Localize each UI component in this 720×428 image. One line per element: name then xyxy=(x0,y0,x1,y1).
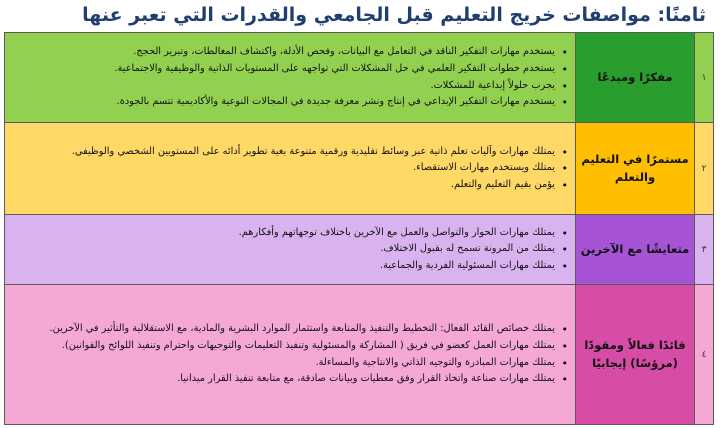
list-item: • يستخدم مهارات التفكير الناقد في التعامل مع البيانات، وفحص الأدلة، واكتشاف المغالطات، وتبرير الحجج. xyxy=(11,44,555,61)
list-item: • يمتلك مهارات صناعة واتخاذ القرار وفق معطيات وبيانات صادقة، مع متابعة تنفيذ القرار ميدانيا. xyxy=(11,371,555,388)
list-item: • يجرب حلولاً إبداعية للمشكلات. xyxy=(11,78,555,95)
row-number: ٤ xyxy=(695,285,714,425)
ability-list-cell xyxy=(5,123,576,215)
list-item: • يمتلك مهارات وآليات تعلم ذاتية عبر وسائط تقليدية ورقمية متنوعة بغية تطوير أدائه على المستويين الشخصي والوظيفي. xyxy=(11,144,555,161)
list-item: • يمتلك مهارات المبادرة والتوجيه الذاتي والانتاجية والمساءلة. xyxy=(11,355,555,372)
trait-name-cell: مفكرًا ومبدعًا xyxy=(576,33,695,123)
table-row xyxy=(5,123,714,215)
specifications-table xyxy=(4,32,714,425)
list-item: • يمتلك مهارات الحوار والتواصل والعمل مع الآخرين باختلاف توجهاتهم وأفكارهم. xyxy=(11,225,555,242)
list-item: • يمتلك من المرونة تسمح له بقبول الاختلاف. xyxy=(11,241,555,258)
trait-name-cell: قائدًا فعالاً ومقودًا (مرؤسًا) إيجابيًا xyxy=(576,285,695,425)
row-number: ٢ xyxy=(695,123,714,215)
list-item: • يمتلك ويستخدم مهارات الاستقصاء. xyxy=(11,160,555,177)
row-number: ١ xyxy=(695,33,714,123)
ability-list-cell xyxy=(5,215,576,285)
row-number: ٣ xyxy=(695,215,714,285)
ability-list-cell xyxy=(5,33,576,123)
trait-name-cell: متعايشًا مع الآخرين xyxy=(576,215,695,285)
list-item: • يمتلك خصائص القائد الفعال: التخطيط والتنفيذ والمتابعة واستثمار الموارد البشرية والمادية، مع الاستقلالية والتأثير في الآخرين. xyxy=(11,321,555,338)
ability-list-cell xyxy=(5,285,576,425)
trait-name-cell: مستمرًا في التعليم والتعلم xyxy=(576,123,695,215)
list-item: • يمتلك مهارات العمل كعضو في فريق ( المشاركة والمسئولية وتنفيذ التعليمات والتوجيهات واحترام وتنفيذ اللوائح والقوانين). xyxy=(11,338,555,355)
list-item: • يمتلك مهارات المسئولية الفردية والجماعية. xyxy=(11,258,555,275)
table-row xyxy=(5,285,714,425)
table-row xyxy=(5,33,714,123)
list-item: • يؤمن بقيم التعليم والتعلم. xyxy=(11,177,555,194)
page-title: ثامنًا: مواصفات خريج التعليم قبل الجامعي والقدرات التي تعبر عنها xyxy=(82,4,706,26)
list-item: • يستخدم مهارات التفكير الإبداعي في إنتاج ونشر معرفة جديدة في المجالات النوعية والأكاديمية تتسم بالجودة. xyxy=(11,94,555,111)
table-row xyxy=(5,215,714,285)
list-item: • يستخدم خطوات التفكير العلمي في حل المشكلات التي تواجهه على المستويات الذاتية والوظيفية والاجتماعية. xyxy=(11,61,555,78)
